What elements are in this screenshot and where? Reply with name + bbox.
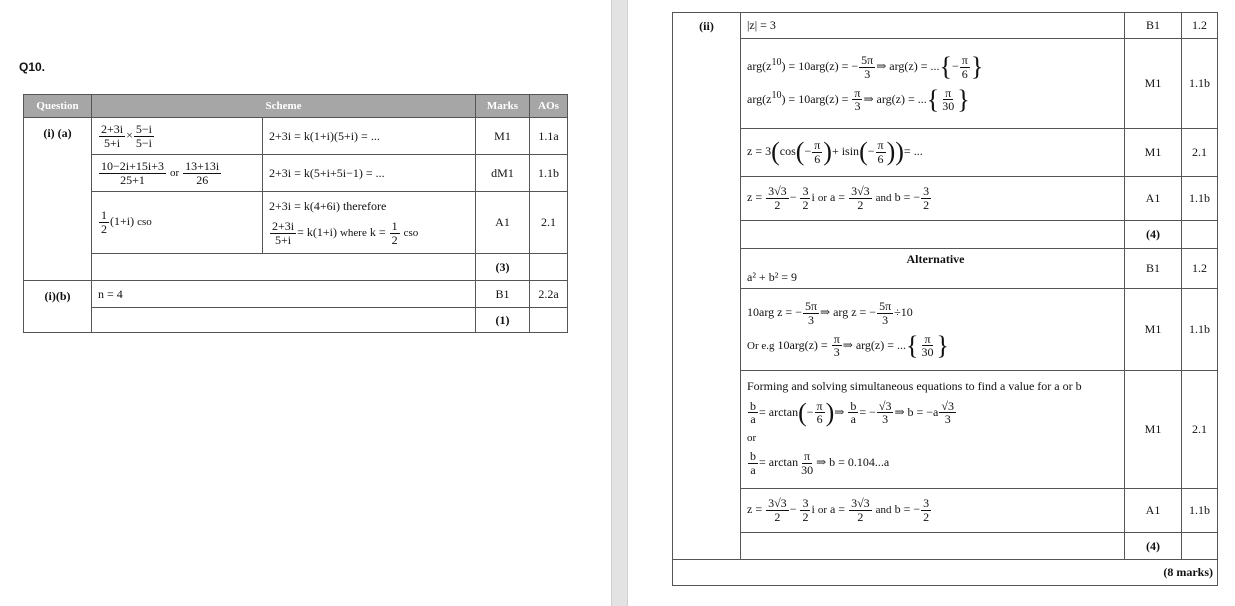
empty-cell bbox=[530, 308, 568, 333]
table-row bbox=[24, 192, 568, 254]
question-part-ib: (i)(b) bbox=[24, 281, 92, 333]
or-label: or bbox=[747, 432, 757, 444]
cso-label: cso bbox=[137, 216, 152, 229]
subtotal-cell: (4) bbox=[1125, 533, 1182, 560]
header-question: Question bbox=[24, 95, 92, 118]
table-row bbox=[673, 489, 1218, 533]
scheme-cell: z = $\frac{3√3}{2}$ − $\frac{3}{2}$ i or a = $\frac{3√3}{2}$ and b = − $\frac{3}{2}$ bbox=[741, 177, 1125, 221]
table-row bbox=[673, 249, 1218, 289]
table-row bbox=[673, 177, 1218, 221]
total-marks: (8 marks) bbox=[673, 560, 1218, 586]
scheme-cell: $\frac{10-2i+15i+3}{25+1}$ or $\frac{13+13i}{26}$ bbox=[92, 155, 263, 192]
and-label: and bbox=[875, 504, 892, 517]
mark-scheme-table-part-ii bbox=[672, 12, 1218, 586]
subtotal-cell: (3) bbox=[476, 254, 530, 281]
mark-cell: M1 bbox=[476, 118, 530, 155]
empty-cell bbox=[741, 533, 1125, 560]
ao-cell: 2.2a bbox=[530, 281, 568, 308]
mark-cell: M1 bbox=[1125, 371, 1182, 489]
or-label: or bbox=[817, 192, 827, 205]
page-gutter bbox=[611, 0, 628, 606]
mark-cell: A1 bbox=[1125, 177, 1182, 221]
cso-label: cso bbox=[403, 226, 419, 239]
table-row bbox=[24, 308, 568, 333]
ao-cell: 1.2 bbox=[1182, 13, 1218, 39]
mark-cell: A1 bbox=[476, 192, 530, 254]
ao-cell: 1.1b bbox=[1182, 177, 1218, 221]
or-eg-label: Or e.g bbox=[747, 339, 775, 352]
ao-cell: 1.1b bbox=[1182, 489, 1218, 533]
empty-cell bbox=[741, 221, 1125, 249]
table-row bbox=[24, 254, 568, 281]
table-row bbox=[673, 289, 1218, 371]
scheme-cell bbox=[741, 249, 1125, 289]
empty-cell bbox=[1182, 221, 1218, 249]
empty-cell bbox=[92, 308, 476, 333]
ao-cell: 1.1b bbox=[530, 155, 568, 192]
scheme-cell: z = 3(cos(− $\frac{\pi}{6}$ )+ isin(− $\frac{\pi}{6}$ ))= ... bbox=[741, 129, 1125, 177]
or-label: or bbox=[817, 504, 827, 517]
scheme-cell bbox=[263, 192, 476, 254]
mark-cell: B1 bbox=[1125, 13, 1182, 39]
scheme-cell: z = $\frac{3√3}{2}$ − $\frac{3}{2}$ i or a = $\frac{3√3}{2}$ and b = − $\frac{3}{2}$ bbox=[741, 489, 1125, 533]
ao-cell: 2.1 bbox=[1182, 129, 1218, 177]
empty-cell bbox=[92, 254, 476, 281]
table-row bbox=[673, 533, 1218, 560]
table-row bbox=[673, 371, 1218, 489]
scheme-cell: n = 4 bbox=[92, 281, 476, 308]
table-row bbox=[673, 129, 1218, 177]
scheme-cell: $\frac{1}{2}$ (1+i) cso bbox=[92, 192, 263, 254]
empty-cell bbox=[530, 254, 568, 281]
header-row bbox=[24, 95, 568, 118]
scheme-cell: 10arg z = − $\frac{5\pi}{3}$ ⇒ arg z = − $\frac{5\pi}{3}$ ÷10 Or e.g 10arg(z) = $\frac{\pi}{3}$ ⇒ arg(z) = ...{ $\frac{\pi}{30}$ } bbox=[741, 289, 1125, 371]
scheme-cell: 2+3i = k(1+i)(5+i) = ... bbox=[263, 118, 476, 155]
scheme-line: a² + b² = 9 bbox=[747, 269, 798, 284]
scheme-line: 2+3i = k(4+6i) therefore bbox=[269, 198, 387, 213]
header-aos: AOs bbox=[530, 95, 568, 118]
ao-cell: 1.1a bbox=[530, 118, 568, 155]
mark-cell: dM1 bbox=[476, 155, 530, 192]
subtotal-cell: (1) bbox=[476, 308, 530, 333]
question-title: Q10. bbox=[19, 60, 46, 74]
and-label: and bbox=[875, 192, 892, 205]
header-scheme: Scheme bbox=[92, 95, 476, 118]
question-part-ia: (i) (a) bbox=[24, 118, 92, 281]
scheme-cell: $arg(z^{10}) = 10arg(z)$ = − $\frac{5\pi}{3}$ ⇒ arg(z) = ...{− $\frac{\pi}{6}$ } $arg(z^{10}) = 10arg(z)$ = $\frac{\pi}{3}$ ⇒ arg(z) = ...{ $\frac{\pi}{30}$ } bbox=[741, 39, 1125, 129]
table-row bbox=[24, 155, 568, 192]
table-row bbox=[673, 560, 1218, 586]
scheme-cell: 2+3i = k(5+i+5i−1) = ... bbox=[263, 155, 476, 192]
mark-cell: M1 bbox=[1125, 289, 1182, 371]
ao-cell: 1.1b bbox=[1182, 39, 1218, 129]
table-row bbox=[24, 281, 568, 308]
or-label: or bbox=[169, 166, 180, 179]
alternative-heading: Alternative bbox=[906, 251, 965, 266]
table-row bbox=[673, 221, 1218, 249]
subtotal-cell: (4) bbox=[1125, 221, 1182, 249]
mark-cell: B1 bbox=[1125, 249, 1182, 289]
empty-cell bbox=[1182, 533, 1218, 560]
ao-cell: 2.1 bbox=[1182, 371, 1218, 489]
scheme-cell: |z| = 3 bbox=[741, 13, 1125, 39]
mark-cell: M1 bbox=[1125, 129, 1182, 177]
scheme-cell: $\frac{2+3i}{5+i}$ × $\frac{5-i}{5-i}$ bbox=[92, 118, 263, 155]
mark-cell: B1 bbox=[476, 281, 530, 308]
mark-cell: M1 bbox=[1125, 39, 1182, 129]
table-row bbox=[673, 39, 1218, 129]
table-row bbox=[673, 13, 1218, 39]
ao-cell: 1.1b bbox=[1182, 289, 1218, 371]
ao-cell: 2.1 bbox=[530, 192, 568, 254]
scheme-line: Forming and solving simultaneous equations to find a value for a or b bbox=[747, 378, 1082, 393]
header-marks: Marks bbox=[476, 95, 530, 118]
scheme-line: $\frac{2+3i}{5+i}$ = k(1+i) where k = $\frac{1}{2}$ cso bbox=[272, 218, 419, 247]
mark-scheme-table-part-i bbox=[23, 94, 568, 333]
where-label: where bbox=[339, 226, 367, 239]
scheme-cell: Forming and solving simultaneous equations to find a value for a or b $\frac{b}{a}$ = arctan(− $\frac{\pi}{6}$ )⇒ $\frac{b}{a}$ = − $\frac{√3}{3}$ ⇒ b = −a $\frac{√3}{3}$ or $\frac{b}{a}$ = arctan $\frac{\pi}{30}$ ⇒ b = 0.104...a bbox=[741, 371, 1125, 489]
table-row bbox=[24, 118, 568, 155]
mark-cell: A1 bbox=[1125, 489, 1182, 533]
question-part-ii: (ii) bbox=[673, 13, 741, 560]
ao-cell: 1.2 bbox=[1182, 249, 1218, 289]
